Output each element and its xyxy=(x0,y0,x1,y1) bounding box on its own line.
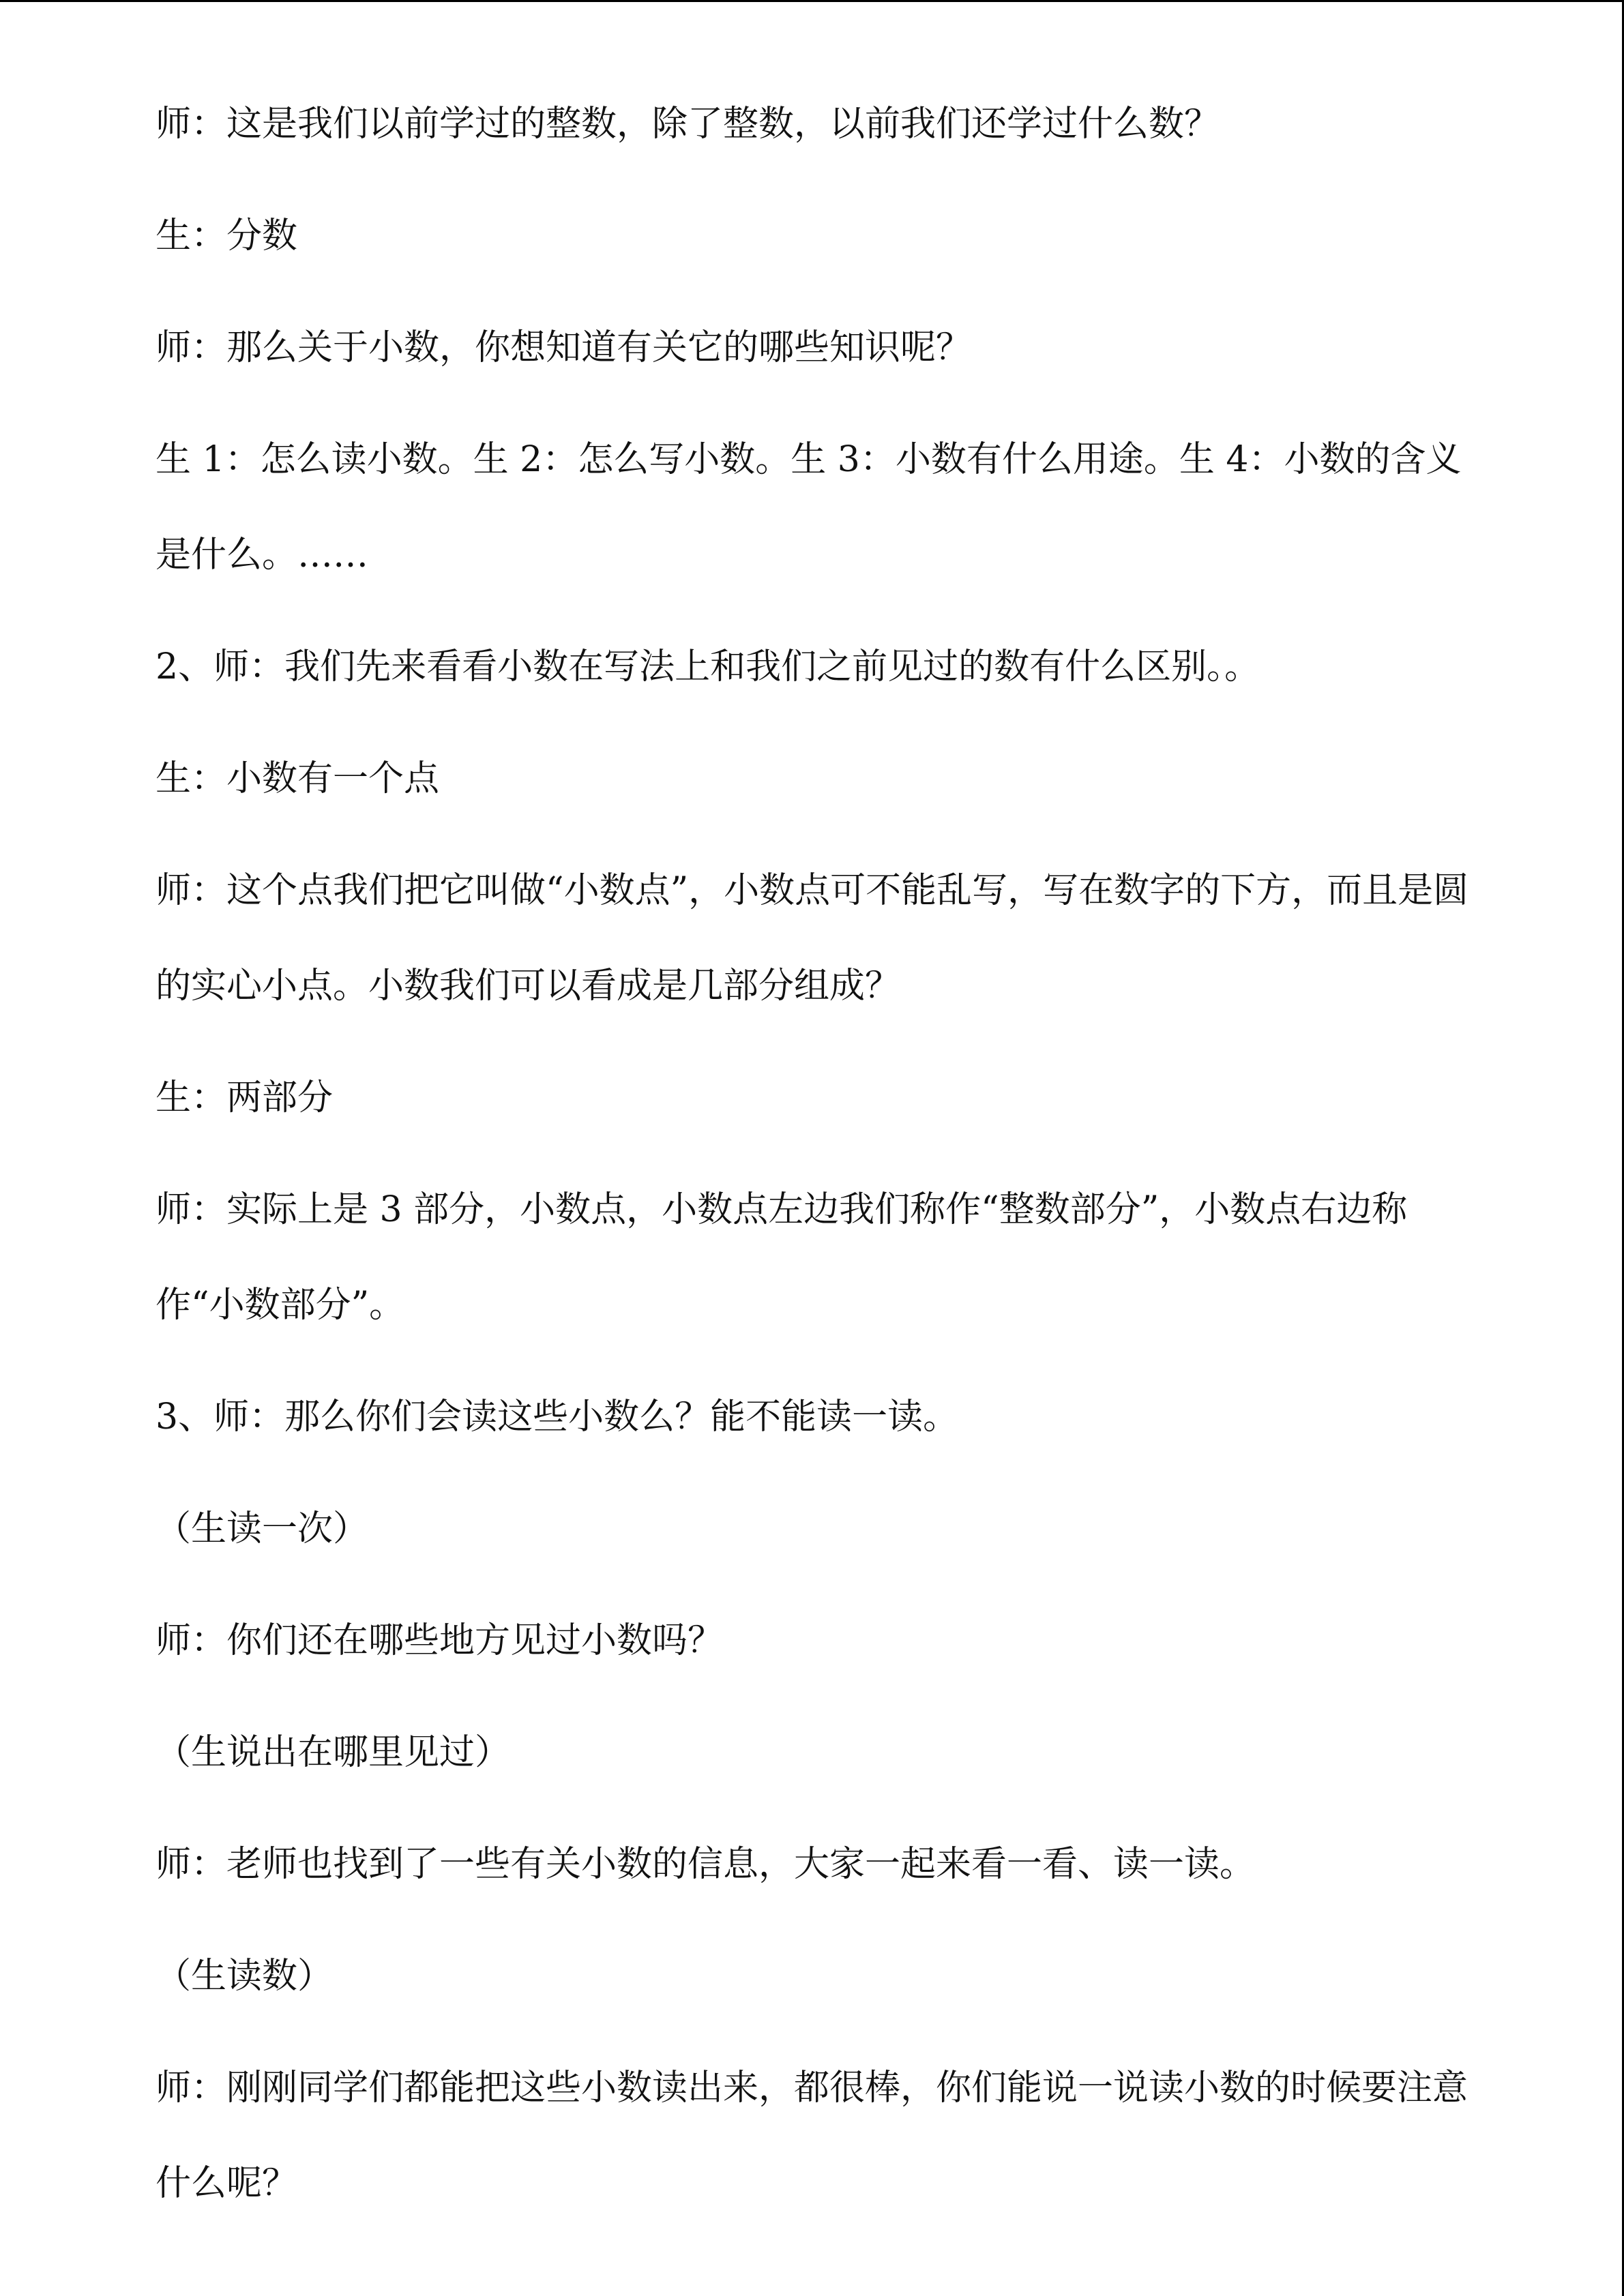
paragraph-3: 师：那么关于小数，你想知道有关它的哪些知识呢？ xyxy=(156,327,972,368)
paragraph-7: 师：这个点我们把它叫做“小数点”，小数点可不能乱写，写在数字的下方，而且是圆的实心小点。小数我们可以看成是几部分组成？ xyxy=(156,870,1469,1007)
paragraph-8: 生：两部分 xyxy=(156,1077,334,1118)
paragraph-1: 师：这是我们以前学过的整数，除了整数，以前我们还学过什么数？ xyxy=(156,104,1220,145)
paragraph-13: （生说出在哪里见过） xyxy=(156,1732,511,1773)
paragraph-4: 生 1：怎么读小数。生 2：怎么写小数。生 3：小数有什么用途。生 4：小数的含义是什么。…… xyxy=(156,439,1462,576)
paragraph-16: 师：刚刚同学们都能把这些小数读出来，都很棒，你们能说一说读小数的时候要注意什么呢？ xyxy=(156,2068,1468,2204)
document-body xyxy=(156,96,1486,2267)
paragraph-5: 2、师：我们先来看看小数在写法上和我们之前见过的数有什么区别。。 xyxy=(156,646,1260,687)
paragraph-15: （生读数） xyxy=(156,1956,334,1997)
paragraph-12: 师：你们还在哪些地方见过小数吗？ xyxy=(156,1620,724,1661)
paragraph-2: 生：分数 xyxy=(156,215,298,256)
paragraph-9: 师：实际上是 3 部分，小数点，小数点左边我们称作“整数部分”，小数点右边称作“小数部分”。 xyxy=(156,1189,1408,1326)
paragraph-14: 师：老师也找到了一些有关小数的信息，大家一起来看一看、读一读。 xyxy=(156,1844,1256,1885)
paragraph-11: （生读一次） xyxy=(156,1508,369,1549)
paragraph-6: 生：小数有一个点 xyxy=(156,758,440,799)
paragraph-10: 3、师：那么你们会读这些小数么？能不能读一读。 xyxy=(156,1397,959,1437)
